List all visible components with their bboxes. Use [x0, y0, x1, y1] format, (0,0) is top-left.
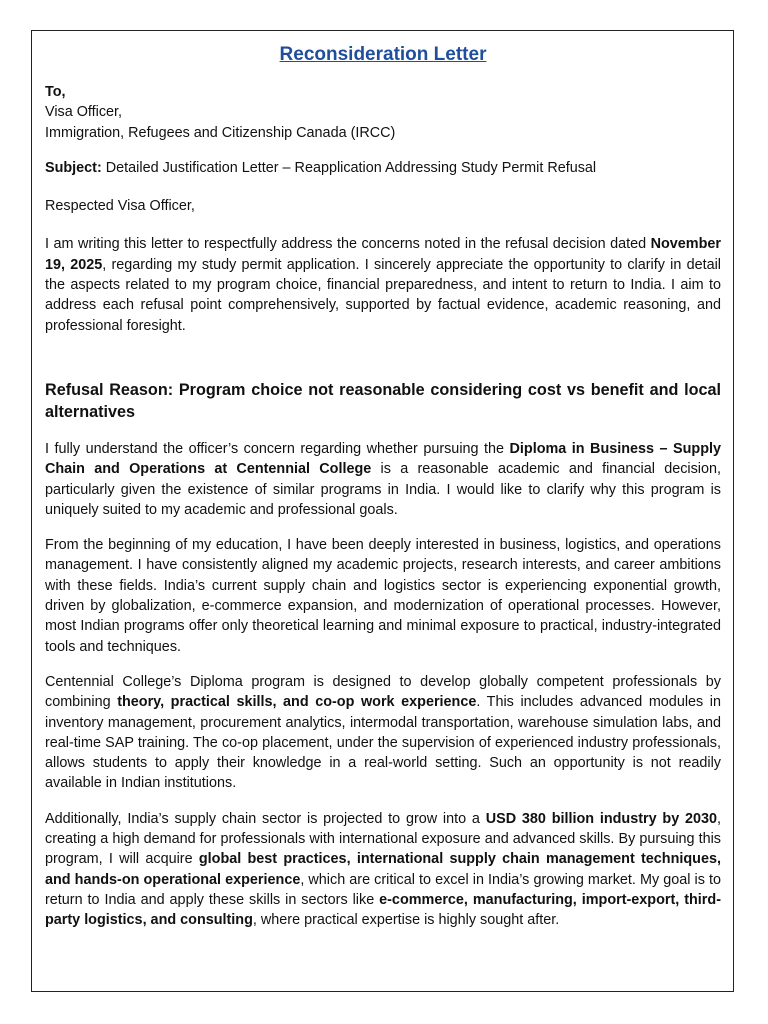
section-heading: Refusal Reason: Program choice not reasonable considering cost vs benefit and local alternatives [45, 380, 721, 422]
address-block [45, 82, 721, 143]
letter-body [45, 44, 721, 931]
para4-bold-1: USD 380 billion industry by 2030 [485, 810, 717, 827]
address-line-1: Visa Officer, [45, 104, 123, 121]
subject-label: Subject: [45, 159, 102, 176]
para4-bold-2: global best practices, international supply chain management techniques, and hands-on operational experience [45, 851, 721, 888]
subject-text: Detailed Justification Letter – Reapplication Addressing Study Permit Refusal [101, 159, 597, 176]
para4-text-1: Additionally, India’s supply chain sector is projected to grow into a [45, 810, 486, 827]
intro-text-1: I am writing this letter to respectfully address the concerns noted in the refusal decision dated [45, 236, 651, 253]
para3-bold-1: theory, practical skills, and co-op work experience [117, 694, 477, 711]
paragraph-program-choice [45, 439, 721, 520]
refusal-date: November 19, 2025 [45, 236, 721, 273]
intro-paragraph [45, 234, 721, 335]
program-name: Diploma in Business – Supply Chain and Operations at Centennial College [45, 440, 721, 478]
subject-line [45, 158, 721, 178]
salutation: Respected Visa Officer, [45, 198, 195, 215]
address-to: To, [45, 84, 66, 100]
paragraph-centennial [45, 672, 721, 794]
paragraph-market-growth [45, 809, 721, 931]
para4-text-2: , creating a high demand for professionals with international exposure and advanced skills. By pursuing this program, I will acquire [45, 810, 721, 868]
intro-text-2: , regarding my study permit application. I sincerely appreciate the opportunity to clarify in detail the aspects related to my program choice, financial preparedness, and intent to return to India. I aim to address each refusal point comprehensively, supported by factual evidence, academic reasoning, and professional foresight. [45, 256, 721, 334]
para1-text-2: is a reasonable academic and financial decision, particularly given the existence of similar programs in India. I would like to clarify why this program is uniquely suited to my academic and professional goals. [45, 461, 721, 518]
para1-text-1: I fully understand the officer’s concern regarding whether pursuing the [45, 440, 510, 457]
letter-title: Reconsideration Letter [279, 44, 487, 65]
para3-text-1: Centennial College’s Diploma program is designed to develop globally competent professionals by combining [45, 673, 721, 711]
paragraph-background: From the beginning of my education, I have been deeply interested in business, logistics, and operations management. I have consistently aligned my academic projects, research interests, and career ambitions with these fields. India’s current supply chain and logistics sector is experiencing exponential growth, driven by globalization, e-commerce expansion, and modernization of operational processes. However, most Indian programs offer only theoretical learning and minimal exposure to practical, industry-integrated tools and techniques. [45, 537, 721, 655]
para4-bold-3: e-commerce, manufacturing, import-export, third-party logistics, and consulting [45, 891, 721, 929]
para4-text-3: , which are critical to excel in India’s growing market. My goal is to return to India and apply these skills in sectors like [45, 871, 721, 908]
address-line-2: Immigration, Refugees and Citizenship Canada (IRCC) [45, 124, 396, 141]
para4-text-4: , where practical expertise is highly sought after. [252, 912, 560, 929]
para3-text-2: . This includes advanced modules in inventory management, procurement analytics, intermodal transportation, warehouse simulation labs, and real-time SAP training. The co-op placement, under the supervision of experienced industry professionals, allows students to apply their knowledge in a real-world setting. Such an opportunity is not readily available in Indian institutions. [45, 694, 721, 792]
